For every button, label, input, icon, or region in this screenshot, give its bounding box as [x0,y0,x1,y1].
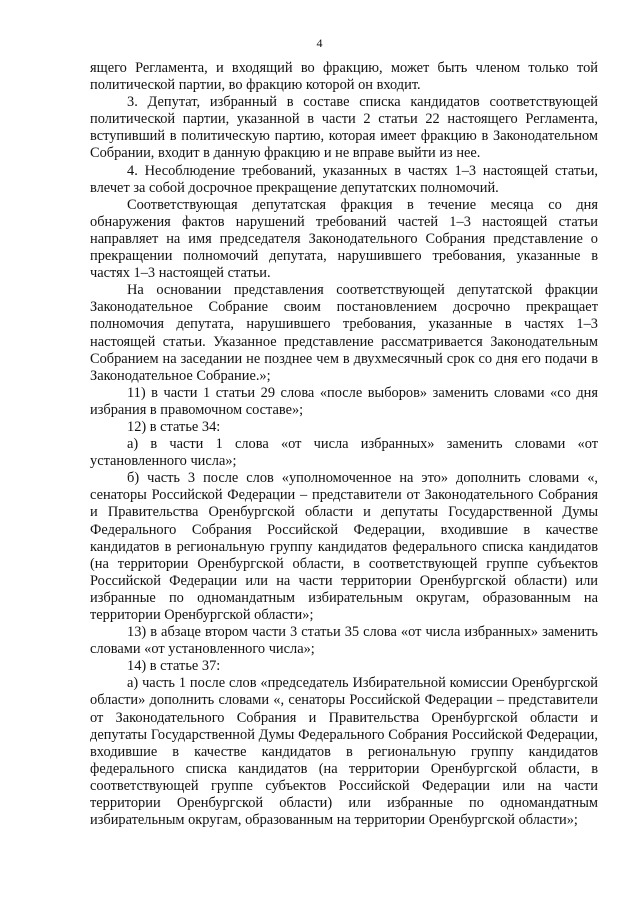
page-number: 4 [316,36,323,50]
paragraph: б) часть 3 после слов «уполномоченное на это» дополнить словами «, сенаторы Российской Федерации – представители от Законодательного Собрания и Правительства Оренбургской области и депутаты Государственной Думы Федерального Собрания Российской Федерации, входившие в качестве кандидатов в региональную группу кандидатов федерального списка кандидатов (на территории Оренбургской области, в соответствующей группе субъектов Российской Федерации или на части территории Оренбургской области) или избранные по одномандатным избирательным округам, образованным на территории Оренбургской области»; [90,470,598,623]
paragraph: 4. Несоблюдение требований, указанных в частях 1–3 настоящей статьи, влечет за собой досрочное прекращение депутатских полномочий. [90,162,598,196]
paragraph: 13) в абзаце втором части 3 статьи 35 слова «от числа избранных» заменить словами «от установленного числа»; [90,624,598,658]
paragraph: 12) в статье 34: [127,418,221,435]
paragraph: а) часть 1 после слов «председатель Избирательной комиссии Оренбургской области» дополнить словами «, сенаторы Российской Федерации – представители от Законодательного Собрания и Правительства Оренбургской области и депутаты Государственной Думы Федерального Собрания Российской Федерации, входившие в качестве кандидатов в региональную группу кандидатов федерального списка кандидатов (на территории Оренбургской области, в соответствующей группе субъектов Российской Федерации или на части территории Оренбургской области) или избранные по одномандатным избирательным округам, образованным на территории Оренбургской области»; [90,675,598,829]
paragraph: а) в части 1 слова «от числа избранных» заменить словами «от установленного числа»; [90,436,598,470]
document-body [90,60,598,829]
paragraph: Соответствующая депутатская фракция в течение месяца со дня обнаружения фактов нарушений требований частей 1–3 настоящей статьи направляет на имя председателя Законодательного Собрания представление о прекращении полномочий депутата, нарушившего требования, указанные в частях 1–3 настоящей статьи. [90,196,598,282]
paragraph: На основании представления соответствующей депутатской фракции Законодательное Собрание своим постановлением досрочно прекращает полномочия депутата, нарушившего требования, указанные в частях 1–3 настоящей статьи. Указанное представление рассматривается Законодательным Собранием на заседании не позднее чем в двухмесячный срок со дня его подачи в Законодательное Собрание.»; [90,282,598,384]
paragraph: 14) в статье 37: [127,658,221,675]
paragraph: 3. Депутат, избранный в составе списка кандидатов соответствующей политической партии, указанной в части 2 статьи 22 настоящего Регламента, вступивший в политическую партию, которая имеет фракцию в Законодательном Собрании, входит в данную фракцию и не вправе выйти из нее. [90,94,598,162]
paragraph: 11) в части 1 статьи 29 слова «после выборов» заменить словами «со дня избрания в правомочном составе»; [90,384,598,418]
paragraph: ящего Регламента, и входящий во фракцию, может быть членом только той политической партии, во фракцию которой он входит. [90,60,598,94]
